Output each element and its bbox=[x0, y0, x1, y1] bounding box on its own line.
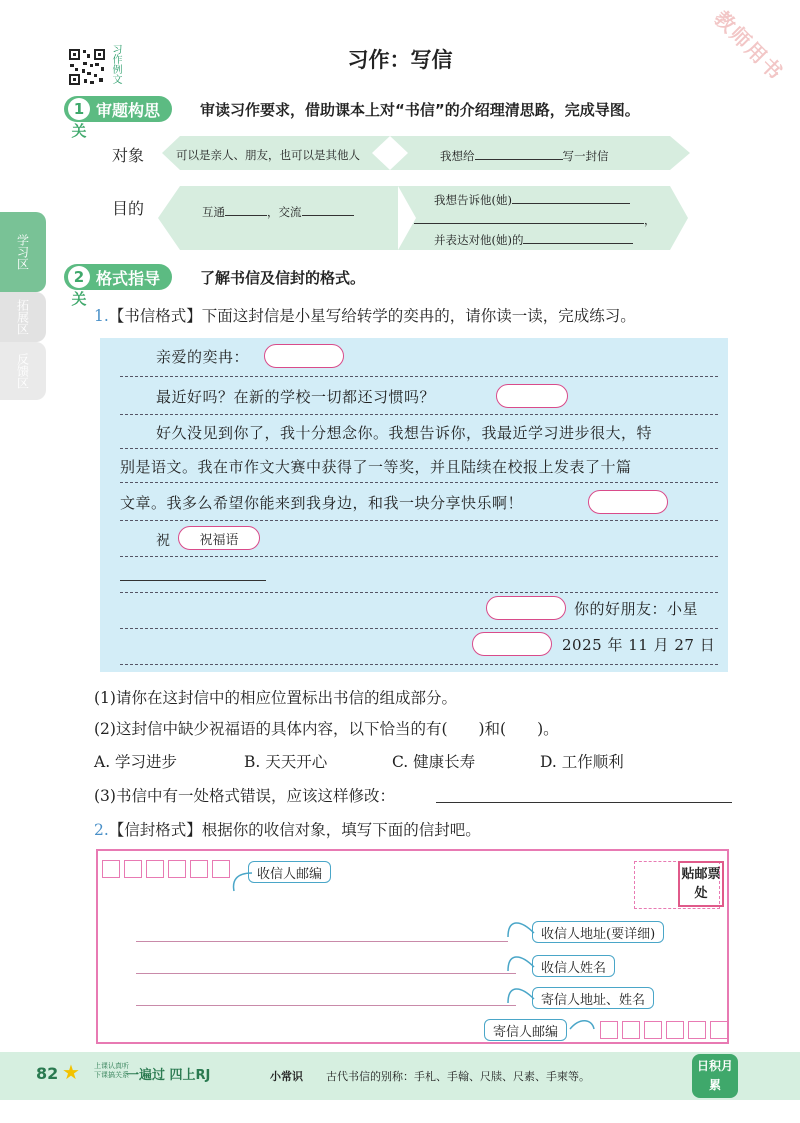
correction-answer-line[interactable] bbox=[436, 802, 732, 803]
question-2-text: 【信封格式】根据你的收信对象，填写下面的信封吧。 bbox=[108, 821, 481, 839]
purpose-blank-5[interactable] bbox=[523, 231, 633, 244]
opening-label-pill[interactable] bbox=[496, 384, 568, 408]
purpose-label: 目的 bbox=[112, 199, 145, 218]
section2-instruction: 了解书信及信封的格式。 bbox=[200, 269, 366, 287]
section2-num: 2关 bbox=[68, 266, 90, 288]
purpose-blank-4[interactable] bbox=[414, 211, 644, 224]
brand-name: 一遍过 四上RJ bbox=[126, 1068, 211, 1083]
sender-address-line[interactable] bbox=[136, 1005, 516, 1006]
letter-signature: 你的好朋友：小星 bbox=[574, 600, 699, 618]
target-right-b: 写一封信 bbox=[562, 149, 609, 163]
target-label: 对象 bbox=[112, 146, 145, 165]
question-1-num: 1. bbox=[94, 307, 109, 325]
letter-line-4: 别是语文。我在市作文大赛中获得了一等奖，并且陆续在校报上发表了十篇 bbox=[120, 458, 632, 476]
section1-name: 审题构思 bbox=[96, 100, 161, 120]
blessing-blank[interactable] bbox=[120, 580, 266, 581]
purpose-blank-2[interactable] bbox=[302, 203, 354, 216]
zip-box[interactable] bbox=[190, 860, 208, 878]
greeting-label-pill[interactable] bbox=[264, 344, 344, 368]
curve-pointer-icon bbox=[502, 915, 536, 943]
brand-slogan-2: 下课搞关系 bbox=[94, 1071, 129, 1079]
target-right-a: 我想给 bbox=[440, 149, 475, 163]
brand-slogan-1: 上课认真听 bbox=[94, 1062, 129, 1070]
purpose-right-2-text: ， bbox=[644, 213, 656, 227]
zip-box[interactable] bbox=[168, 860, 186, 878]
curve-pointer-icon bbox=[568, 1015, 598, 1039]
section2-name: 格式指导 bbox=[96, 268, 161, 288]
signature-label-pill[interactable] bbox=[486, 596, 566, 620]
purpose-left-a: 互通 bbox=[202, 205, 225, 219]
tip-label: 小常识 bbox=[270, 1070, 303, 1083]
page-number: 82 bbox=[36, 1064, 59, 1083]
subquestion-2: (2)这封信中缺少祝福语的具体内容，以下恰当的有( )和( )。 bbox=[94, 720, 559, 738]
sender-zip-tag: 寄信人邮编 bbox=[484, 1019, 567, 1041]
purpose-left-text bbox=[202, 203, 354, 220]
purpose-right-1-text: 我想告诉他(她) bbox=[434, 193, 512, 207]
purpose-right-3 bbox=[434, 231, 633, 248]
option-d[interactable]: D. 工作顺利 bbox=[540, 753, 624, 771]
zip-box[interactable] bbox=[102, 860, 120, 878]
recipient-address-tag: 收信人地址(要详细) bbox=[532, 921, 664, 943]
purpose-left-b: ，交流 bbox=[267, 205, 302, 219]
curve-pointer-icon bbox=[502, 949, 536, 977]
target-right-text bbox=[440, 147, 609, 164]
letter-zhu: 祝 bbox=[156, 533, 171, 549]
letter-rule bbox=[120, 556, 718, 557]
sender-zip-box[interactable] bbox=[600, 1021, 618, 1039]
letter-line-2: 最近好吗？在新的学校一切都还习惯吗？ bbox=[156, 388, 436, 406]
date-label-pill[interactable] bbox=[472, 632, 552, 656]
letter-rule bbox=[120, 482, 718, 483]
corner-stamp bbox=[680, 0, 800, 120]
sender-address-tag: 寄信人地址、姓名 bbox=[532, 987, 654, 1009]
side-tab-study[interactable]: 学习区 bbox=[0, 212, 46, 292]
letter-greeting: 亲爱的奕冉： bbox=[156, 348, 250, 366]
question-1-text: 【书信格式】下面这封信是小星写给转学的奕冉的，请你读一读，完成练习。 bbox=[108, 307, 636, 325]
letter-line-3: 好久没见到你了，我十分想念你。我想告诉你，我最近学习进步很大，特 bbox=[156, 424, 653, 442]
target-blank[interactable] bbox=[475, 147, 563, 160]
question-1 bbox=[94, 304, 636, 326]
blessing-pill[interactable]: 祝福语 bbox=[178, 526, 260, 550]
side-tab-expand[interactable]: 拓展区 bbox=[0, 292, 46, 342]
brand-slogan bbox=[94, 1062, 129, 1080]
sender-zip-box[interactable] bbox=[644, 1021, 662, 1039]
section1-badge bbox=[64, 96, 172, 140]
qr-caption: 习作例文 bbox=[110, 44, 121, 84]
recipient-address-line[interactable] bbox=[136, 941, 508, 942]
recipient-name-tag: 收信人姓名 bbox=[532, 955, 615, 977]
question-2 bbox=[94, 818, 481, 840]
daily-badge: 日积月累 bbox=[692, 1054, 738, 1098]
purpose-right-2 bbox=[414, 211, 656, 228]
section1-num: 1关 bbox=[68, 98, 90, 120]
body-label-pill[interactable] bbox=[588, 490, 668, 514]
subquestion-1: (1)请你在这封信中的相应位置标出书信的组成部分。 bbox=[94, 689, 457, 707]
curve-pointer-icon bbox=[226, 871, 254, 895]
curve-pointer-icon bbox=[502, 981, 536, 1009]
page-title: 习作：写信 bbox=[347, 48, 453, 72]
tip-text: 古代书信的别称：手札、手翰、尺牍、尺素、手柬等。 bbox=[326, 1070, 590, 1083]
letter-rule bbox=[120, 664, 718, 665]
star-icon: ★ bbox=[62, 1060, 80, 1084]
purpose-blank-1[interactable] bbox=[225, 203, 267, 216]
recipient-name-line[interactable] bbox=[136, 973, 516, 974]
option-a[interactable]: A. 学习进步 bbox=[94, 753, 178, 771]
letter-rule bbox=[120, 628, 718, 629]
subquestion-3: (3)书信中有一处格式错误，应该这样修改： bbox=[94, 787, 395, 805]
zip-box[interactable] bbox=[124, 860, 142, 878]
purpose-right-1 bbox=[434, 191, 630, 208]
section2-badge bbox=[64, 264, 172, 308]
option-c[interactable]: C. 健康长寿 bbox=[392, 753, 476, 771]
envelope bbox=[96, 849, 729, 1044]
side-tab-feedback[interactable]: 反馈区 bbox=[0, 342, 46, 400]
letter-rule bbox=[120, 592, 718, 593]
letter-rule bbox=[120, 376, 718, 377]
purpose-right-3-text: 并表达对他(她)的 bbox=[434, 233, 524, 247]
sender-zip-box[interactable] bbox=[666, 1021, 684, 1039]
sender-zip-box[interactable] bbox=[710, 1021, 728, 1039]
section1-instruction: 审读习作要求，借助课本上对“书信”的介绍理清思路，完成导图。 bbox=[200, 101, 640, 119]
option-b[interactable]: B. 天天开心 bbox=[244, 753, 328, 771]
recipient-zip-tag: 收信人邮编 bbox=[248, 861, 331, 883]
purpose-blank-3[interactable] bbox=[512, 191, 630, 204]
zip-box[interactable] bbox=[146, 860, 164, 878]
letter-rule bbox=[120, 414, 718, 415]
stamp-label: 贴邮票处 bbox=[678, 861, 724, 907]
letter-box bbox=[100, 338, 728, 672]
question-2-num: 2. bbox=[94, 821, 109, 839]
sender-zip-box[interactable] bbox=[622, 1021, 640, 1039]
corner-stamp-text: 教师用书 bbox=[709, 5, 789, 86]
letter-line-5: 文章。我多么希望你能来到我身边，和我一块分享快乐啊！ bbox=[120, 494, 524, 512]
letter-rule bbox=[120, 520, 718, 521]
letter-rule bbox=[120, 448, 718, 449]
target-left-text: 可以是亲人、朋友，也可以是其他人 bbox=[176, 148, 360, 162]
letter-date: 2025 年 11 月 27 日 bbox=[562, 636, 716, 654]
sender-zip-box[interactable] bbox=[688, 1021, 706, 1039]
